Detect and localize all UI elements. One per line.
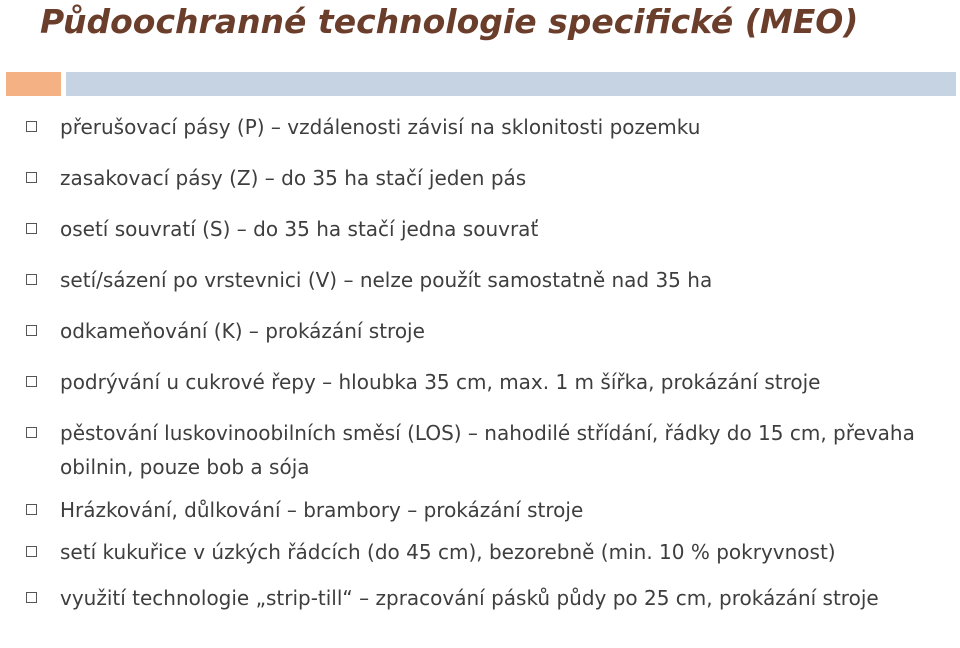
bullet-text: pěstování luskovinoobilních směsí (LOS) – nahodilé střídání, řádky do 15 cm, převaha obilnin, pouze bob a sója [60,421,915,479]
hollow-square-bullet-icon [26,504,37,515]
bullet-item [26,314,956,348]
bullet-item [26,263,956,297]
bullet-item [26,581,956,615]
title-rule-accent [6,72,61,96]
bullet-text: odkameňování (K) – prokázání stroje [60,319,425,343]
title-rule-bar [66,72,956,96]
bullet-item [26,535,956,569]
slide-title: Půdoochranné technologie specifické (MEO) [40,2,859,41]
bullet-item [26,365,956,399]
bullet-text: Hrázkování, důlkování – brambory – prokázání stroje [60,498,584,522]
hollow-square-bullet-icon [26,546,37,557]
hollow-square-bullet-icon [26,121,37,132]
bullet-text: setí kukuřice v úzkých řádcích (do 45 cm), bezorebně (min. 10 % pokryvnost) [60,540,836,564]
bullet-text: podrývání u cukrové řepy – hloubka 35 cm, max. 1 m šířka, prokázání stroje [60,370,821,394]
bullet-item [26,416,956,484]
bullet-item [26,110,956,144]
bullet-text: setí/sázení po vrstevnici (V) – nelze použít samostatně nad 35 ha [60,268,713,292]
bullet-item [26,161,956,195]
hollow-square-bullet-icon [26,325,37,336]
hollow-square-bullet-icon [26,427,37,438]
hollow-square-bullet-icon [26,592,37,603]
bullet-text: přerušovací pásy (P) – vzdálenosti závisí na sklonitosti pozemku [60,115,701,139]
bullet-text: zasakovací pásy (Z) – do 35 ha stačí jeden pás [60,166,527,190]
hollow-square-bullet-icon [26,376,37,387]
bullet-item [26,493,956,527]
hollow-square-bullet-icon [26,172,37,183]
bullet-list [26,110,956,615]
bullet-text: využití technologie „strip-till“ – zpracování pásků půdy po 25 cm, prokázání stroje [60,586,879,610]
bullet-text: osetí souvratí (S) – do 35 ha stačí jedna souvrať [60,217,539,241]
hollow-square-bullet-icon [26,223,37,234]
bullet-item [26,212,956,246]
hollow-square-bullet-icon [26,274,37,285]
